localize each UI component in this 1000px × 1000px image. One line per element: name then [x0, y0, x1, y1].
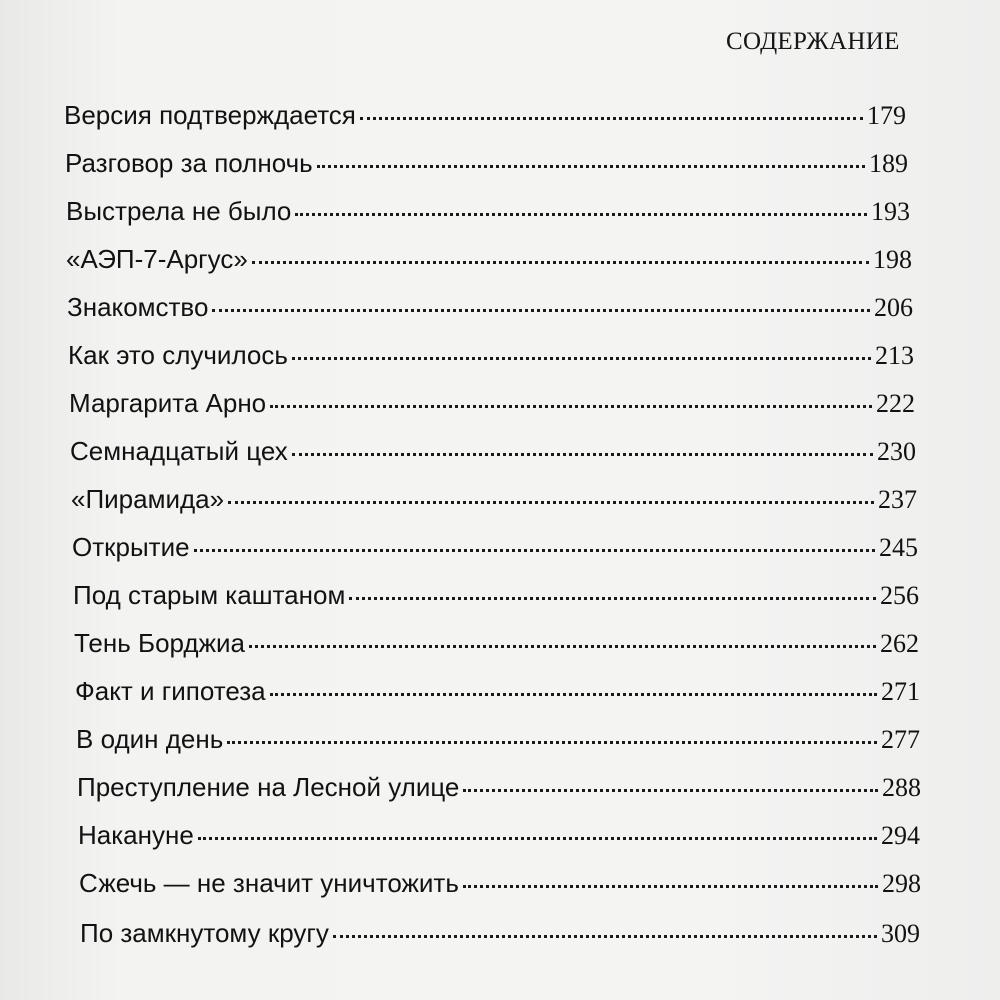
toc-leader: [349, 597, 876, 600]
toc-title: По замкнутому кругу: [80, 918, 329, 948]
toc-page-number: 179: [867, 101, 906, 130]
toc-row: [69, 388, 915, 424]
toc-page-number: 222: [876, 389, 915, 418]
toc-title: «Пирамида»: [71, 484, 225, 514]
toc-leader: [212, 309, 870, 312]
toc-page-number: 288: [882, 773, 921, 802]
toc-leader: [317, 165, 865, 168]
toc-row: [65, 148, 908, 184]
toc-leader: [295, 213, 867, 216]
toc-row: [67, 292, 913, 328]
toc-title: Сжечь — не значит уничтожить: [79, 868, 459, 898]
toc-title: Под старым каштаном: [73, 580, 346, 610]
toc-page-number: 277: [881, 725, 920, 754]
toc-leader: [463, 789, 878, 792]
toc-title: Открытие: [72, 532, 190, 562]
toc-row: [77, 772, 921, 808]
toc-title: Накануне: [78, 820, 194, 850]
toc-row: [70, 436, 916, 472]
toc-title: Выстрела не было: [66, 196, 292, 226]
toc-title: Разговор за полночь: [65, 148, 313, 178]
toc-leader: [360, 117, 863, 120]
toc-leader: [463, 885, 878, 888]
toc-page-number: 271: [881, 677, 920, 706]
toc-title: Знакомство: [67, 292, 209, 322]
toc-row: [68, 340, 914, 376]
toc-title: Преступление на Лесной улице: [77, 772, 460, 802]
toc-title: Факт и гипотеза: [75, 676, 266, 706]
toc-leader: [194, 549, 875, 552]
toc-leader: [270, 693, 877, 696]
toc-page-number: 213: [875, 341, 914, 370]
toc-row: [80, 918, 920, 954]
toc-leader: [198, 837, 877, 840]
toc-row: [75, 676, 920, 712]
toc-row: [78, 820, 920, 856]
toc-title: Маргарита Арно: [69, 388, 267, 418]
toc-title: Семнадцатый цех: [70, 436, 288, 466]
toc-leader: [333, 935, 877, 938]
toc-leader: [249, 645, 876, 648]
contents-heading: СОДЕРЖАНИЕ: [726, 28, 900, 55]
toc-row: [66, 196, 910, 232]
toc-page-number: 298: [882, 869, 921, 898]
toc-leader: [292, 357, 871, 360]
toc-row: [76, 724, 920, 760]
toc-page-number: 262: [880, 629, 919, 658]
toc-page-number: 294: [881, 821, 920, 850]
toc-leader: [292, 453, 873, 456]
toc-page-number: 206: [874, 293, 913, 322]
toc-page-number: 193: [871, 197, 910, 226]
toc-leader: [227, 741, 877, 744]
toc-row: [74, 628, 919, 664]
toc-leader: [270, 405, 872, 408]
toc-page-number: 230: [877, 437, 916, 466]
toc-row: [66, 244, 912, 280]
toc-page-number: 237: [878, 485, 917, 514]
toc-leader: [252, 261, 869, 264]
toc-row: [64, 100, 906, 136]
toc-row: [73, 580, 919, 616]
toc-title: В один день: [76, 724, 224, 754]
toc-row: [72, 532, 918, 568]
toc-title: Тень Борджиа: [74, 628, 245, 658]
toc-title: Версия подтверждается: [64, 100, 356, 130]
toc-leader: [228, 501, 874, 504]
toc-page-number: 309: [881, 919, 920, 948]
toc-page-number: 245: [879, 533, 918, 562]
toc-page-number: 198: [873, 245, 912, 274]
toc-page-number: 189: [869, 149, 908, 178]
toc-title: «АЭП-7-Аргус»: [66, 244, 248, 274]
toc-title: Как это случилось: [68, 340, 288, 370]
toc-page-number: 256: [880, 581, 919, 610]
toc-row: [79, 868, 921, 904]
toc-row: [71, 484, 917, 520]
